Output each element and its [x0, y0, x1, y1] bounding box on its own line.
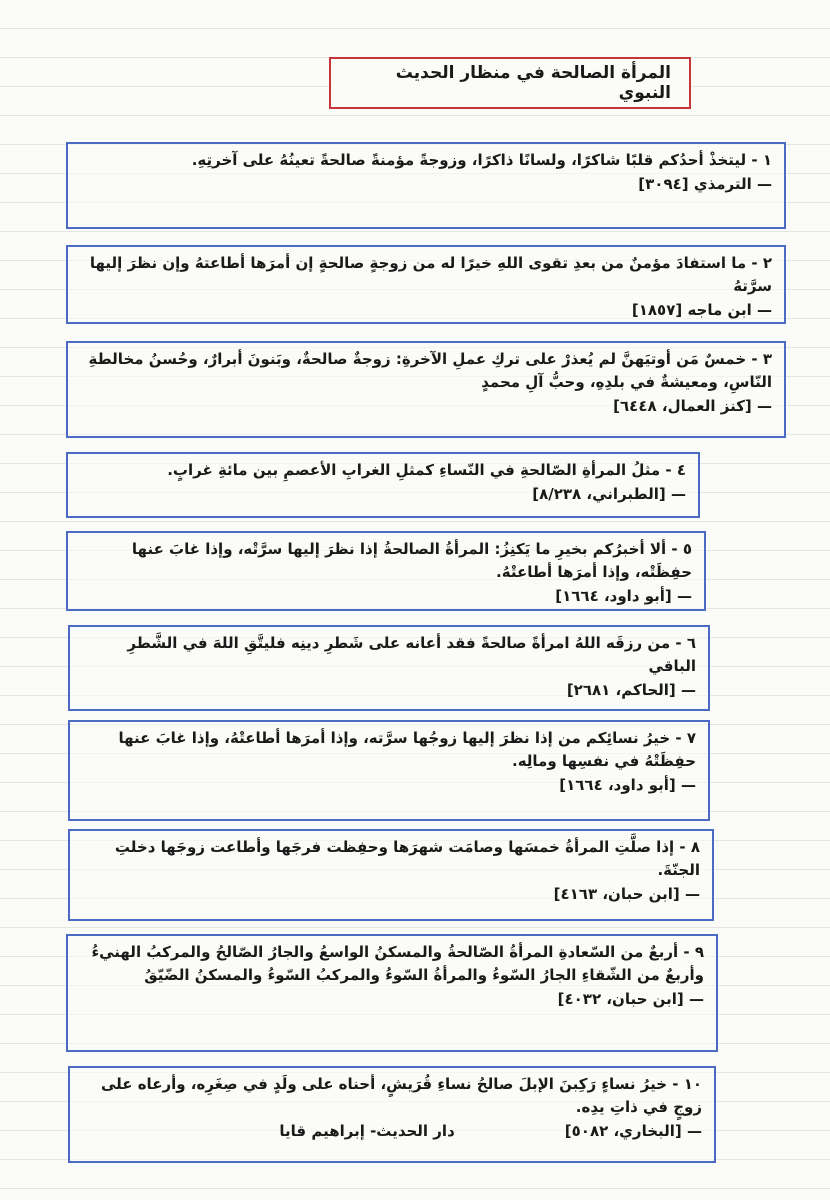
hadith-number: ٣: [762, 350, 772, 368]
hadith-source-line: [82, 1120, 702, 1143]
hadith-text: ٦ - من رزقَه اللهُ امرأةً صالحةً فقد أعانه على شَطرِ دينِه فليتَّقِ اللهَ في الشَّطرِ الباقي: [127, 634, 696, 675]
hadith-body: خمسٌ مَن أوتيَهنَّ لم يُعذرْ على تركِ عملِ الآخرةِ: زوجةٌ صالحةٌ، وبَنونَ أبرارٌ، وحُسنُ مخالطةِ النّاسِ، ومعيشةٌ في بلدِهِ، وحبُّ آلِ محمدٍ: [88, 350, 772, 391]
hadith-text: ١٠ - خيرُ نساءٍ رَكِبنَ الإبلَ صالحُ نساءِ قُرَيشٍ، أحناه على ولَدٍ في صِغَرِه، وأرعاه على زوجٍ في ذاتِ يدِه.: [100, 1075, 702, 1116]
page-title: المرأة الصالحة في منظار الحديث النبوي: [395, 63, 671, 103]
hadith-text: ٤ - مثلُ المرأةِ الصّالحةِ في النّساءِ كمثلِ الغرابِ الأعصمِ بين مائةِ غرابٍ.: [167, 461, 686, 479]
hadith-text: ٨ - إذا صلَّتِ المرأةُ خمسَها وصامَت شهرَها وحفِظت فرجَها وأطاعت زوجَها دخلتِ الجنّةَ.: [114, 838, 700, 879]
hadith-text: ١ - ليتخذْ أحدُكم قلبًا شاكرًا، ولسانًا ذاكرًا، وزوجةً مؤمنةً صالحةً تعينُهُ على آخرتِهِ.: [191, 151, 772, 169]
hadith-body: ألا أخبرُكم بخيرِ ما يَكنِزُ: المرأةُ الصالحةُ إذا نظرَ إليها سرَّتْه، وإذا غابَ عنها حفِظَتْه، وإذا أمرَها أطاعتْهُ.: [131, 540, 692, 581]
hadith-text: ٩ - أربعٌ من السّعادةِ المرأةُ الصّالحةُ والمسكنُ الواسعُ والجارُ الصّالحُ والمركبُ الهنيءُ وأربعٌ من الشّقاءِ الجارُ السّوءُ والمرأةُ السّوءُ والمركبُ السّوءُ والمسكنُ الضّيّقُ: [91, 943, 704, 984]
hadith-body: من رزقَه اللهُ امرأةً صالحةً فقد أعانه على شَطرِ دينِه فليتَّقِ اللهَ في الشَّطرِ الباقي: [127, 634, 696, 675]
hadith-body: خيرُ نساءٍ رَكِبنَ الإبلَ صالحُ نساءِ قُرَيشٍ، أحناه على ولَدٍ في صِغَرِه، وأرعاه على زوجٍ في ذاتِ يدِه.: [100, 1075, 702, 1116]
hadith-source: — [أبو داود، ١٦٦٤]: [559, 776, 696, 794]
hadith-box-6: [68, 625, 710, 711]
hadith-body: أربعٌ من السّعادةِ المرأةُ الصّالحةُ والمسكنُ الواسعُ والجارُ الصّالحُ والمركبُ الهنيءُ وأربعٌ من الشّقاءِ الجارُ السّوءُ والمرأةُ السّوءُ والمركبُ السّوءُ والمسكنُ الضّيّقُ: [91, 943, 704, 984]
hadith-number: ١٠: [683, 1075, 702, 1093]
hadith-source: — [الحاكم، ٢٦٨١]: [566, 681, 696, 699]
hadith-box-8: [68, 829, 714, 921]
hadith-text: ٢ - ما استفادَ مؤمنٌ من بعدِ تقوى اللهِ خيرًا له من زوجةٍ صالحةٍ إن أمرَها أطاعتهُ وإن نظرَ إليها سرَّتهُ: [89, 254, 772, 295]
hadith-source: — [ابن حبان، ٤١٦٣]: [553, 885, 700, 903]
hadith-number: ٨: [690, 838, 700, 856]
author-credit: دار الحديث- إبراهيم قايا: [279, 1122, 455, 1140]
hadith-body: خيرُ نسائِكم من إذا نظرَ إليها زوجُها سرَّته، وإذا أمرَها أطاعتْهُ، وإذا غابَ عنها حفِظَتْهُ في نفسِها ومالِه.: [118, 729, 696, 770]
hadith-box-1: [66, 142, 786, 229]
hadith-number: ٤: [676, 461, 686, 479]
hadith-number: ٢: [762, 254, 772, 272]
hadith-box-2: [66, 245, 786, 324]
title-box: [329, 57, 691, 109]
hadith-source: — ابن ماجه [١٨٥٧]: [631, 301, 772, 319]
hadith-box-4: [66, 452, 700, 518]
hadith-number: ٧: [686, 729, 696, 747]
hadith-source: — [ابن حبان، ٤٠٣٢]: [557, 990, 704, 1008]
hadith-source: — [البخاري، ٥٠٨٢]: [564, 1122, 702, 1140]
hadith-source: — [أبو داود، ١٦٦٤]: [555, 587, 692, 605]
hadith-number: ٦: [686, 634, 696, 652]
hadith-source: — [الطبراني، ٨/٢٣٨]: [532, 485, 686, 503]
hadith-number: ١: [762, 151, 772, 169]
hadith-box-7: [68, 720, 710, 821]
hadith-box-5: [66, 531, 706, 611]
hadith-number: ٩: [694, 943, 704, 961]
hadith-text: ٣ - خمسٌ مَن أوتيَهنَّ لم يُعذرْ على تركِ عملِ الآخرةِ: زوجةٌ صالحةٌ، وبَنونَ أبرارٌ، وحُسنُ مخالطةِ النّاسِ، ومعيشةٌ في بلدِهِ، وحبُّ آلِ محمدٍ: [88, 350, 772, 391]
hadith-text: ٥ - ألا أخبرُكم بخيرِ ما يَكنِزُ: المرأةُ الصالحةُ إذا نظرَ إليها سرَّتْه، وإذا غابَ عنها حفِظَتْه، وإذا أمرَها أطاعتْهُ.: [131, 540, 692, 581]
hadith-box-10: [68, 1066, 716, 1163]
hadith-box-3: [66, 341, 786, 438]
hadith-body: ليتخذْ أحدُكم قلبًا شاكرًا، ولسانًا ذاكرًا، وزوجةً مؤمنةً صالحةً تعينُهُ على آخرتِهِ.: [191, 151, 747, 169]
hadith-number: ٥: [682, 540, 692, 558]
hadith-source: — [كنز العمال، ٦٤٤٨]: [613, 397, 772, 415]
hadith-source: — الترمذي [٣٠٩٤]: [638, 175, 772, 193]
hadith-body: مثلُ المرأةِ الصّالحةِ في النّساءِ كمثلِ الغرابِ الأعصمِ بين مائةِ غرابٍ.: [167, 461, 661, 479]
hadith-box-9: [66, 934, 718, 1052]
hadith-body: ما استفادَ مؤمنٌ من بعدِ تقوى اللهِ خيرًا له من زوجةٍ صالحةٍ إن أمرَها أطاعتهُ وإن نظرَ إليها سرَّتهُ: [89, 254, 772, 295]
hadith-body: إذا صلَّتِ المرأةُ خمسَها وصامَت شهرَها وحفِظت فرجَها وأطاعت زوجَها دخلتِ الجنّةَ.: [114, 838, 700, 879]
hadith-text: ٧ - خيرُ نسائِكم من إذا نظرَ إليها زوجُها سرَّته، وإذا أمرَها أطاعتْهُ، وإذا غابَ عنها حفِظَتْهُ في نفسِها ومالِه.: [118, 729, 696, 770]
